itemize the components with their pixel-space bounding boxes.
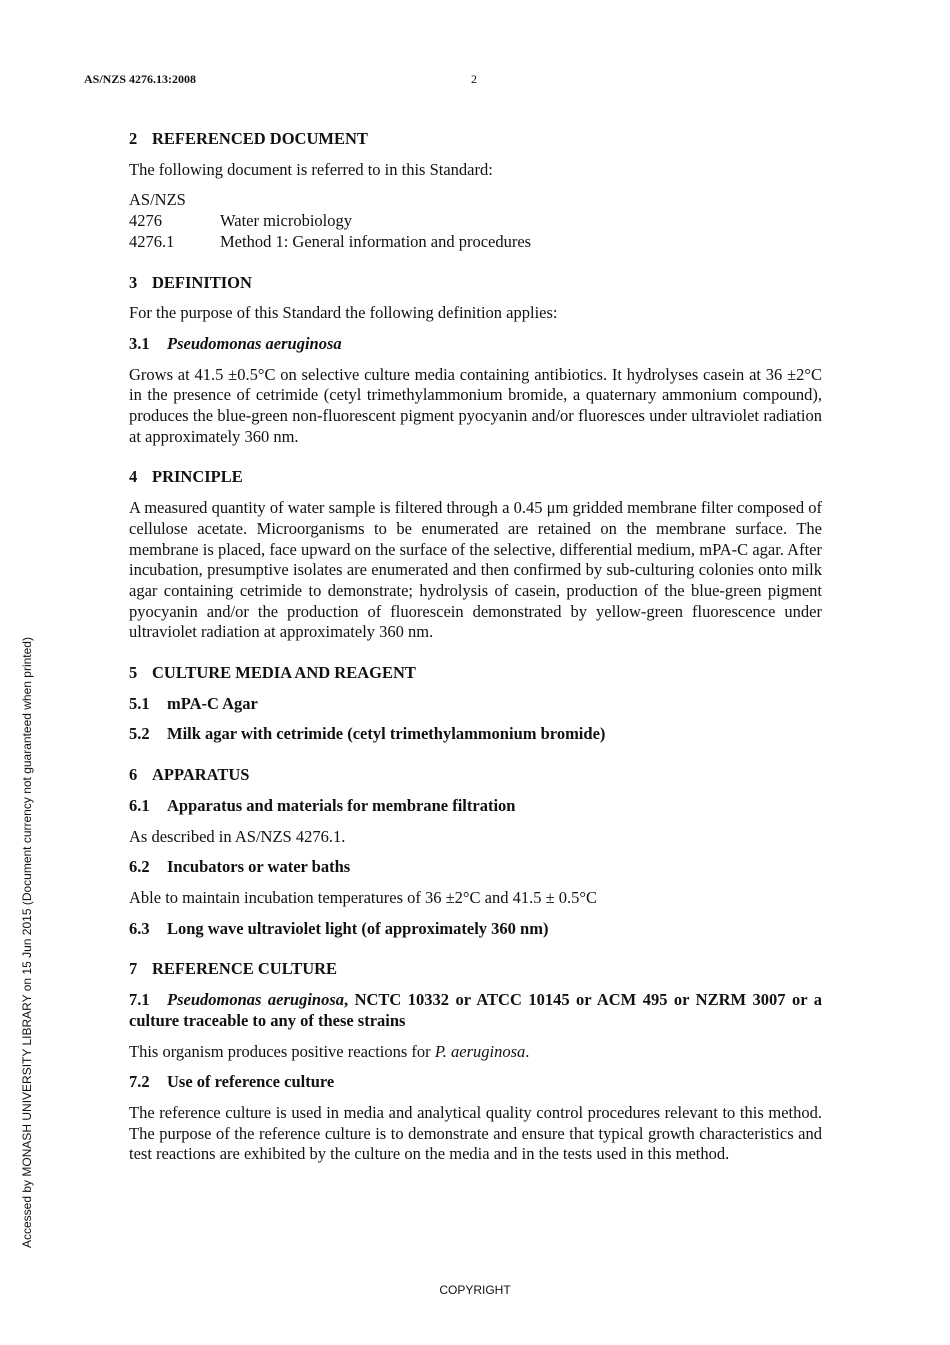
section-5-heading: 5 CULTURE MEDIA AND REAGENT [129, 663, 416, 683]
subsection-5-2-heading: 5.2 Milk agar with cetrimide (cetyl trimethylammonium bromide) [129, 724, 606, 744]
section-4-heading: 4 PRINCIPLE [129, 467, 243, 487]
subsection-6-2-text: Able to maintain incubation temperatures of 36 ±2°C and 41.5 ± 0.5°C [129, 887, 598, 907]
document-body [129, 129, 822, 1165]
subsection-7-1-heading: 7.1 Pseudomonas aeruginosa, NCTC 10332 or ATCC 10145 or ACM 495 or NZRM 3007 or a culture traceable to any of these strains [129, 990, 822, 1030]
access-notice: Accessed by MONASH UNIVERSITY LIBRARY on 15 Jun 2015 (Document currency not guaranteed when printed) [20, 637, 34, 1248]
page-number: 2 [471, 72, 477, 86]
section-2-intro: The following document is referred to in this Standard: [129, 159, 493, 179]
copyright-footer: COPYRIGHT [439, 1283, 511, 1297]
section-2-heading: 2 REFERENCED DOCUMENT [129, 129, 368, 148]
section-3-heading: 3 DEFINITION [129, 272, 252, 292]
subsection-6-1-heading: 6.1 Apparatus and materials for membrane filtration [129, 795, 516, 815]
subsection-6-3-heading: 6.3 Long wave ultraviolet light (of approximately 360 nm) [129, 918, 549, 938]
definition-text: Grows at 41.5 ±0.5°C on selective culture media containing antibiotics. It hydrolyses casein at 36 ±2°C in the presence of cetrimide (cetyl trimethylammonium bromide, a quaternary ammonium compound), produces the blue-green non-fluorescent pigment pyocyanin and/or fluoresces under ultraviolet radiation at approximately 360 nm. [129, 364, 822, 446]
subsection-5-1-heading: 5.1 mPA-C Agar [129, 693, 258, 713]
section-6-heading: 6 APPARATUS [129, 765, 250, 785]
subsection-7-1-text: This organism produces positive reactions for P. aeruginosa. [129, 1041, 530, 1061]
section-7-heading: 7 REFERENCE CULTURE [129, 959, 338, 979]
subsection-6-2-heading: 6.2 Incubators or water baths [129, 857, 351, 877]
section-3-intro: For the purpose of this Standard the following definition applies: [129, 303, 558, 323]
referenced-documents-list [129, 190, 822, 252]
ref-row: 4276.1 Method 1: General information and procedures [129, 231, 532, 251]
ref-row: 4276 Water microbiology [129, 211, 353, 231]
subsection-6-1-text: As described in AS/NZS 4276.1. [129, 826, 346, 846]
ref-group-label: AS/NZS [129, 190, 186, 210]
subsection-7-2-heading: 7.2 Use of reference culture [129, 1072, 335, 1092]
standard-number: AS/NZS 4276.13:2008 [84, 72, 197, 86]
subsection-3-1-heading: 3.1 Pseudomonas aeruginosa [129, 333, 342, 353]
principle-text: A measured quantity of water sample is filtered through a 0.45 μm gridded membrane filter composed of cellulose acetate. Microorganisms to be enumerated are retained on the membrane surface. The membrane is placed, face upward on the surface of the selective, differential medium, mPA-C agar. After incubation, presumptive isolates are enumerated and then confirmed by sub-culturing colonies onto milk agar containing cetrimide to demonstrate; hydrolysis of casein, production of the blue-green pigment pyocyanin and/or the production of fluorescein demonstrated by yellow-green fluorescence under ultraviolet radiation at approximately 360 nm. [129, 498, 822, 642]
subsection-7-2-text: The reference culture is used in media and analytical quality control procedures relevant to this method. The purpose of the reference culture is to demonstrate and ensure that typical growth characteristics and test reactions are exhibited by the culture on the media and in the tests used in this method. [129, 1102, 822, 1164]
